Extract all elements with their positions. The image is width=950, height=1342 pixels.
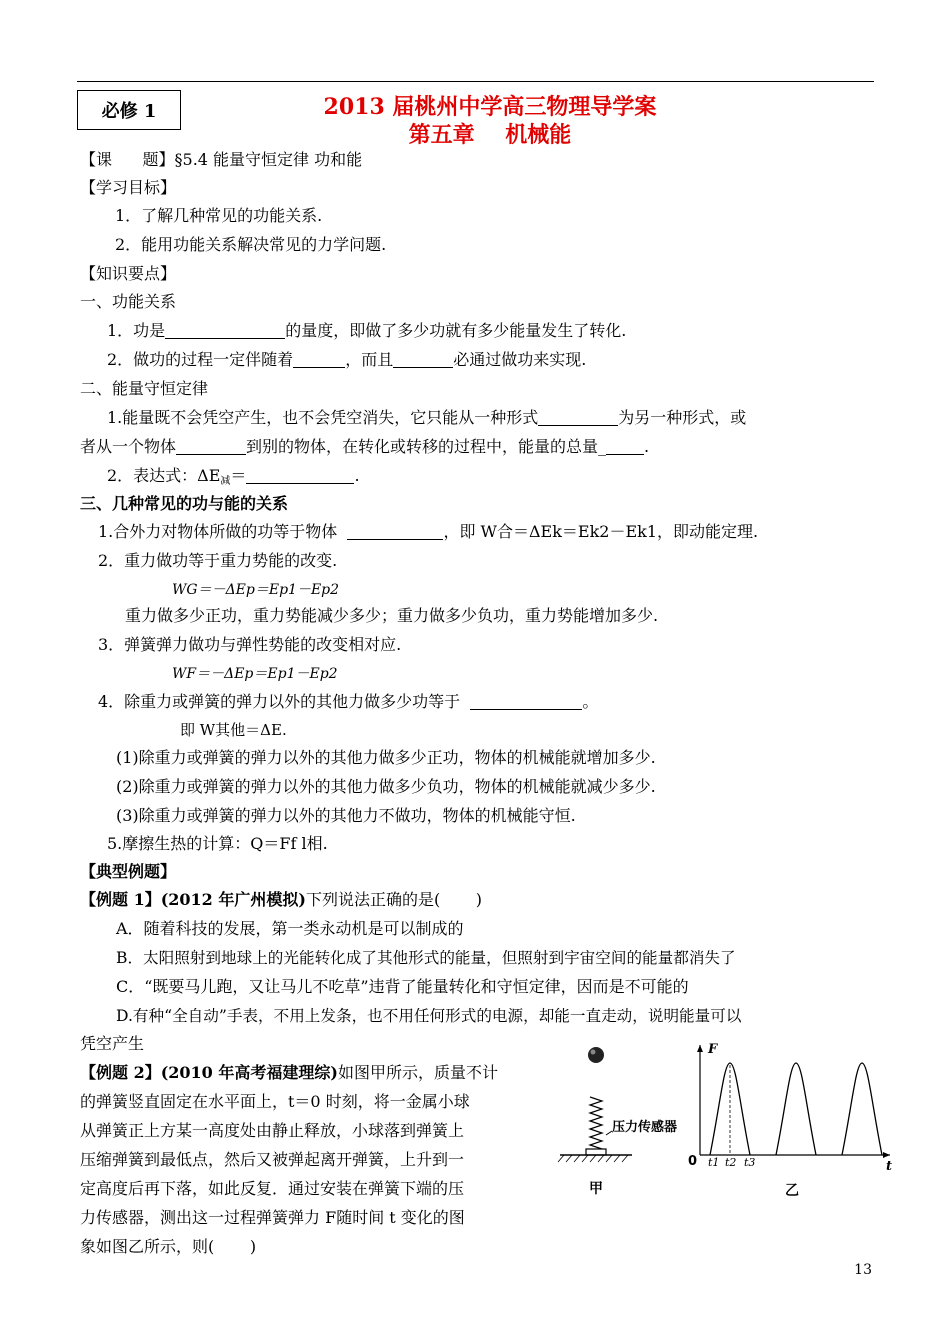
label-jia: 甲 [589,1181,603,1197]
points-heading: 【知识要点】 [80,264,177,283]
course-box: 必修 1 [77,90,181,130]
t1-label: t1 [708,1156,720,1169]
t-axis-label: t [886,1159,893,1174]
fill-blank [246,467,354,484]
section-3-heading: 三、几种常见的功与能的关系 [80,494,289,513]
item-3-2: 2．重力做功等于重力势能的改变. [98,551,338,570]
spring [590,1097,602,1149]
ground-hatch [558,1155,628,1162]
goals-heading: 【学习目标】 [80,178,177,197]
example-2-line: 定高度后再下落，如此反复．通过安装在弹簧下端的压 [80,1179,465,1198]
goal-1: 1．了解几种常见的功能关系. [115,206,323,225]
section-1-heading: 一、功能关系 [80,292,177,311]
label-yi: 乙 [785,1183,799,1199]
example-2-figure [550,1035,895,1205]
top-rule [77,81,874,82]
force-pulse-2 [776,1063,816,1155]
item-1-1: 1．功是 的量度，即做了多少功就有多少能量发生了转化. [107,321,627,340]
doc-title: 2013 届桃州中学高三物理导学案 [323,94,657,120]
fill-blank [293,351,345,368]
metal-ball [588,1047,604,1063]
f-axis-label: F [708,1042,718,1057]
item-2-1-cont: 者从一个物体 到别的物体，在转化或转移的过程中，能量的总量_ . [80,437,650,456]
fill-blank [606,438,644,455]
sensor-label: 压力传感器 [612,1120,678,1135]
item-3-1: 1.合外力对物体所做的功等于物体 ，即 W合＝ΔEk＝Ek2－Ek1，即动能定理. [98,522,759,541]
item-3-4-1: (1)除重力或弹簧的弹力以外的其他力做多少正功，物体的机械能就增加多少. [116,748,656,767]
item-3-5: 5.摩擦生热的计算：Q＝Ff l相. [107,834,328,853]
example-2-line: 压缩弹簧到最低点，然后又被弹起离开弹簧，上升到一 [80,1150,465,1169]
goal-2: 2．能用功能关系解决常见的力学问题. [115,235,387,254]
ball-highlight [591,1050,596,1055]
formula-3-3: WF＝－ΔEp＝Ep1－Ep2 [172,666,338,682]
t3-label: t3 [744,1156,756,1169]
example-2-stem: 【例题 2】(2010 年高考福建理综)如图甲所示，质量不计 [80,1063,498,1082]
fill-blank [538,409,618,426]
formula-3-2: WG＝－ΔEp＝Ep1－Ep2 [172,582,340,598]
item-1-2: 2．做功的过程一定伴随着 ，而且 必通过做功来实现. [107,350,587,369]
item-3-2-text: 重力做多少正功，重力势能减少多少；重力做多少负功，重力势能增加多少. [125,606,659,625]
example-1-stem: 【例题 1】(2012 年广州模拟)下列说法正确的是( ) [80,890,483,909]
example-1-option-d-cont: 凭空产生 [80,1034,145,1053]
example-2-line: 力传感器，测出这一过程弹簧弹力 F随时间 t 变化的图 [80,1208,465,1227]
example-1-option-a: A．随着科技的发展，第一类永动机是可以制成的 [116,919,464,938]
example-1-option-c: C．“既要马儿跑，又让马儿不吃草”违背了能量转化和守恒定律，因而是不可能的 [116,977,689,996]
fill-blank [347,523,443,540]
item-3-4-3: (3)除重力或弹簧的弹力以外的其他力不做功，物体的机械能守恒. [116,806,576,825]
item-3-4: 4．除重力或弹簧的弹力以外的其他力做多少功等于 。 [98,692,599,711]
example-2-line: 从弹簧正上方某一高度处由静止释放，小球落到弹簧上 [80,1121,465,1140]
t2-label: t2 [725,1156,737,1169]
topic-line: 【课 题】§5.4 能量守恒定律 功和能 [80,150,363,169]
fill-blank [165,322,285,339]
chapter-title: 第五章 机械能 [408,122,572,148]
item-3-3: 3．弹簧弹力做功与弹性势能的改变相对应. [98,635,402,654]
fill-blank [470,693,582,710]
formula-3-4: 即 W其他＝ΔE. [180,721,287,739]
example-1-option-d: D.有种“全自动”手表，不用上发条，也不用任何形式的电源，却能一直走动，说明能量可以 [116,1007,742,1025]
force-pulse-3 [842,1063,882,1155]
pressure-sensor [586,1149,606,1155]
example-1-option-b: B．太阳照射到地球上的光能转化成了其他形式的能量，但照射到宇宙空间的能量都消失了 [116,949,736,967]
page-number: 13 [854,1262,872,1278]
t-axis-arrow [883,1152,890,1158]
fill-blank [393,351,453,368]
f-axis-arrow [697,1045,703,1052]
examples-heading: 【典型例题】 [80,862,177,881]
origin-label: 0 [688,1154,698,1169]
item-3-4-2: (2)除重力或弹簧的弹力以外的其他力做多少负功，物体的机械能就减少多少. [116,777,656,796]
item-2-1: 1.能量既不会凭空产生，也不会凭空消失，它只能从一种形式 为另一种形式，或 [107,408,747,427]
fill-blank [176,438,246,455]
example-2-line: 象如图乙所示，则( ) [80,1237,257,1256]
section-2-heading: 二、能量守恒定律 [80,379,209,398]
example-2-line: 的弹簧竖直固定在水平面上，t＝0 时刻，将一金属小球 [80,1092,470,1111]
item-2-2: 2．表达式：$\Delta E_减=$ . [107,466,360,487]
